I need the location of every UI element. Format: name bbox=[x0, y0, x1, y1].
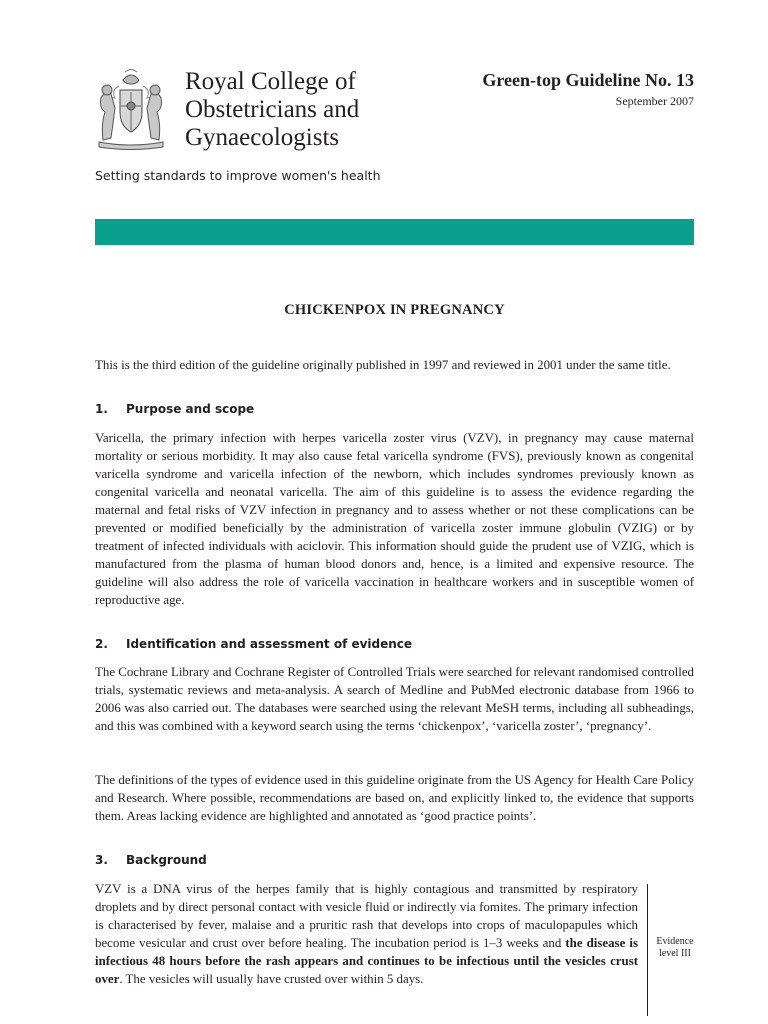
organisation-name-line-1: Royal College of bbox=[185, 68, 356, 95]
guideline-number: Green-top Guideline No. 13 bbox=[482, 70, 694, 90]
intro-paragraph: This is the third edition of the guideline originally published in 1997 and reviewed in 2001 under the same title. bbox=[95, 358, 671, 372]
guideline-date: September 2007 bbox=[615, 94, 694, 108]
organisation-name-line-2: Obstetricians and bbox=[185, 96, 360, 123]
organisation-name-line-3: Gynaecologists bbox=[185, 124, 340, 151]
evidence-label-line-1: Evidence bbox=[656, 936, 694, 947]
section-2-paragraph-2: The definitions of the types of evidence used in this guideline originate from the US Agency for Health Care Policy and Research. Where possible, recommendations are based on, and explicitly linked to, the evidence that supports them. Areas lacking evidence are highlighted and annotated as ‘good practice points’. bbox=[95, 773, 694, 823]
organisation-name bbox=[185, 68, 445, 152]
header-accent-bar bbox=[95, 219, 694, 245]
section-2-paragraph-1: The Cochrane Library and Cochrane Register of Controlled Trials were searched for relevant randomised controlled trials, systematic reviews and meta-analysis. A search of Medline and PubMed electronic database from 1966 to 2006 was also carried out. The databases were searched using the relevant MeSH terms, including all subheadings, and this was combined with a keyword search using the terms ‘chickenpox’, ‘varicella zoster’, ‘pregnancy’. bbox=[95, 665, 694, 733]
college-crest-icon bbox=[93, 68, 169, 150]
section-3-title: Background bbox=[126, 853, 207, 867]
section-1-paragraph: Varicella, the primary infection with herpes varicella zoster virus (VZV), in pregnancy may cause maternal mortality or serious morbidity. It may also cause fetal varicella syndrome (FVS), previously known as congenital varicella syndrome and varicella infection of the newborn, which includes syndromes previously known as congenital varicella and neonatal varicella. The aim of this guideline is to assess the evidence regarding the maternal and fetal risks of VZV infection in pregnancy and to assess whether or not these complications can be prevented or modified beneficially by the administration of varicella zoster immune globulin (VZIG) or by treatment of infected individuals with aciclovir. This information should guide the prudent use of VZIG, which is manufactured from the plasma of human blood donors and, hence, is a limited and expensive resource. The guideline will also address the role of varicella vaccination in healthcare workers and in susceptible women of reproductive age. bbox=[95, 431, 694, 607]
evidence-label-line-2: level III bbox=[659, 948, 691, 959]
section-2-title: Identification and assessment of evidence bbox=[126, 637, 413, 651]
section-1-heading bbox=[95, 402, 254, 416]
section-3-text-end: . The vesicles will usually have crusted over within 5 days. bbox=[119, 972, 424, 986]
evidence-level-label bbox=[650, 936, 700, 960]
document-title: CHICKENPOX IN PREGNANCY bbox=[284, 302, 505, 318]
organisation-tagline: Setting standards to improve women's health bbox=[95, 168, 381, 183]
section-1-number: 1. bbox=[95, 402, 108, 416]
section-2-number: 2. bbox=[95, 637, 108, 651]
section-2-heading bbox=[95, 637, 412, 651]
evidence-margin-rule bbox=[647, 884, 648, 1016]
section-3-text-start: VZV is a DNA virus of the herpes family that is highly contagious and transmitted by respiratory droplets and by direct personal contact with vesicle fluid or indirectly via fomites. The primary infection is characterised by fever, malaise and a pruritic rash that develops into crops of maculopapules which become vesicular and crust over before healing. The incubation period is 1–3 weeks and bbox=[95, 882, 638, 950]
section-1-title: Purpose and scope bbox=[126, 402, 255, 416]
section-3-paragraph bbox=[95, 880, 638, 988]
section-3-number: 3. bbox=[95, 853, 108, 867]
section-3-text-emphasis: the disease is infectious 48 hours before the rash appears and continues to be infectious until the vesicles crust over bbox=[95, 936, 638, 986]
section-3-heading bbox=[95, 853, 207, 867]
